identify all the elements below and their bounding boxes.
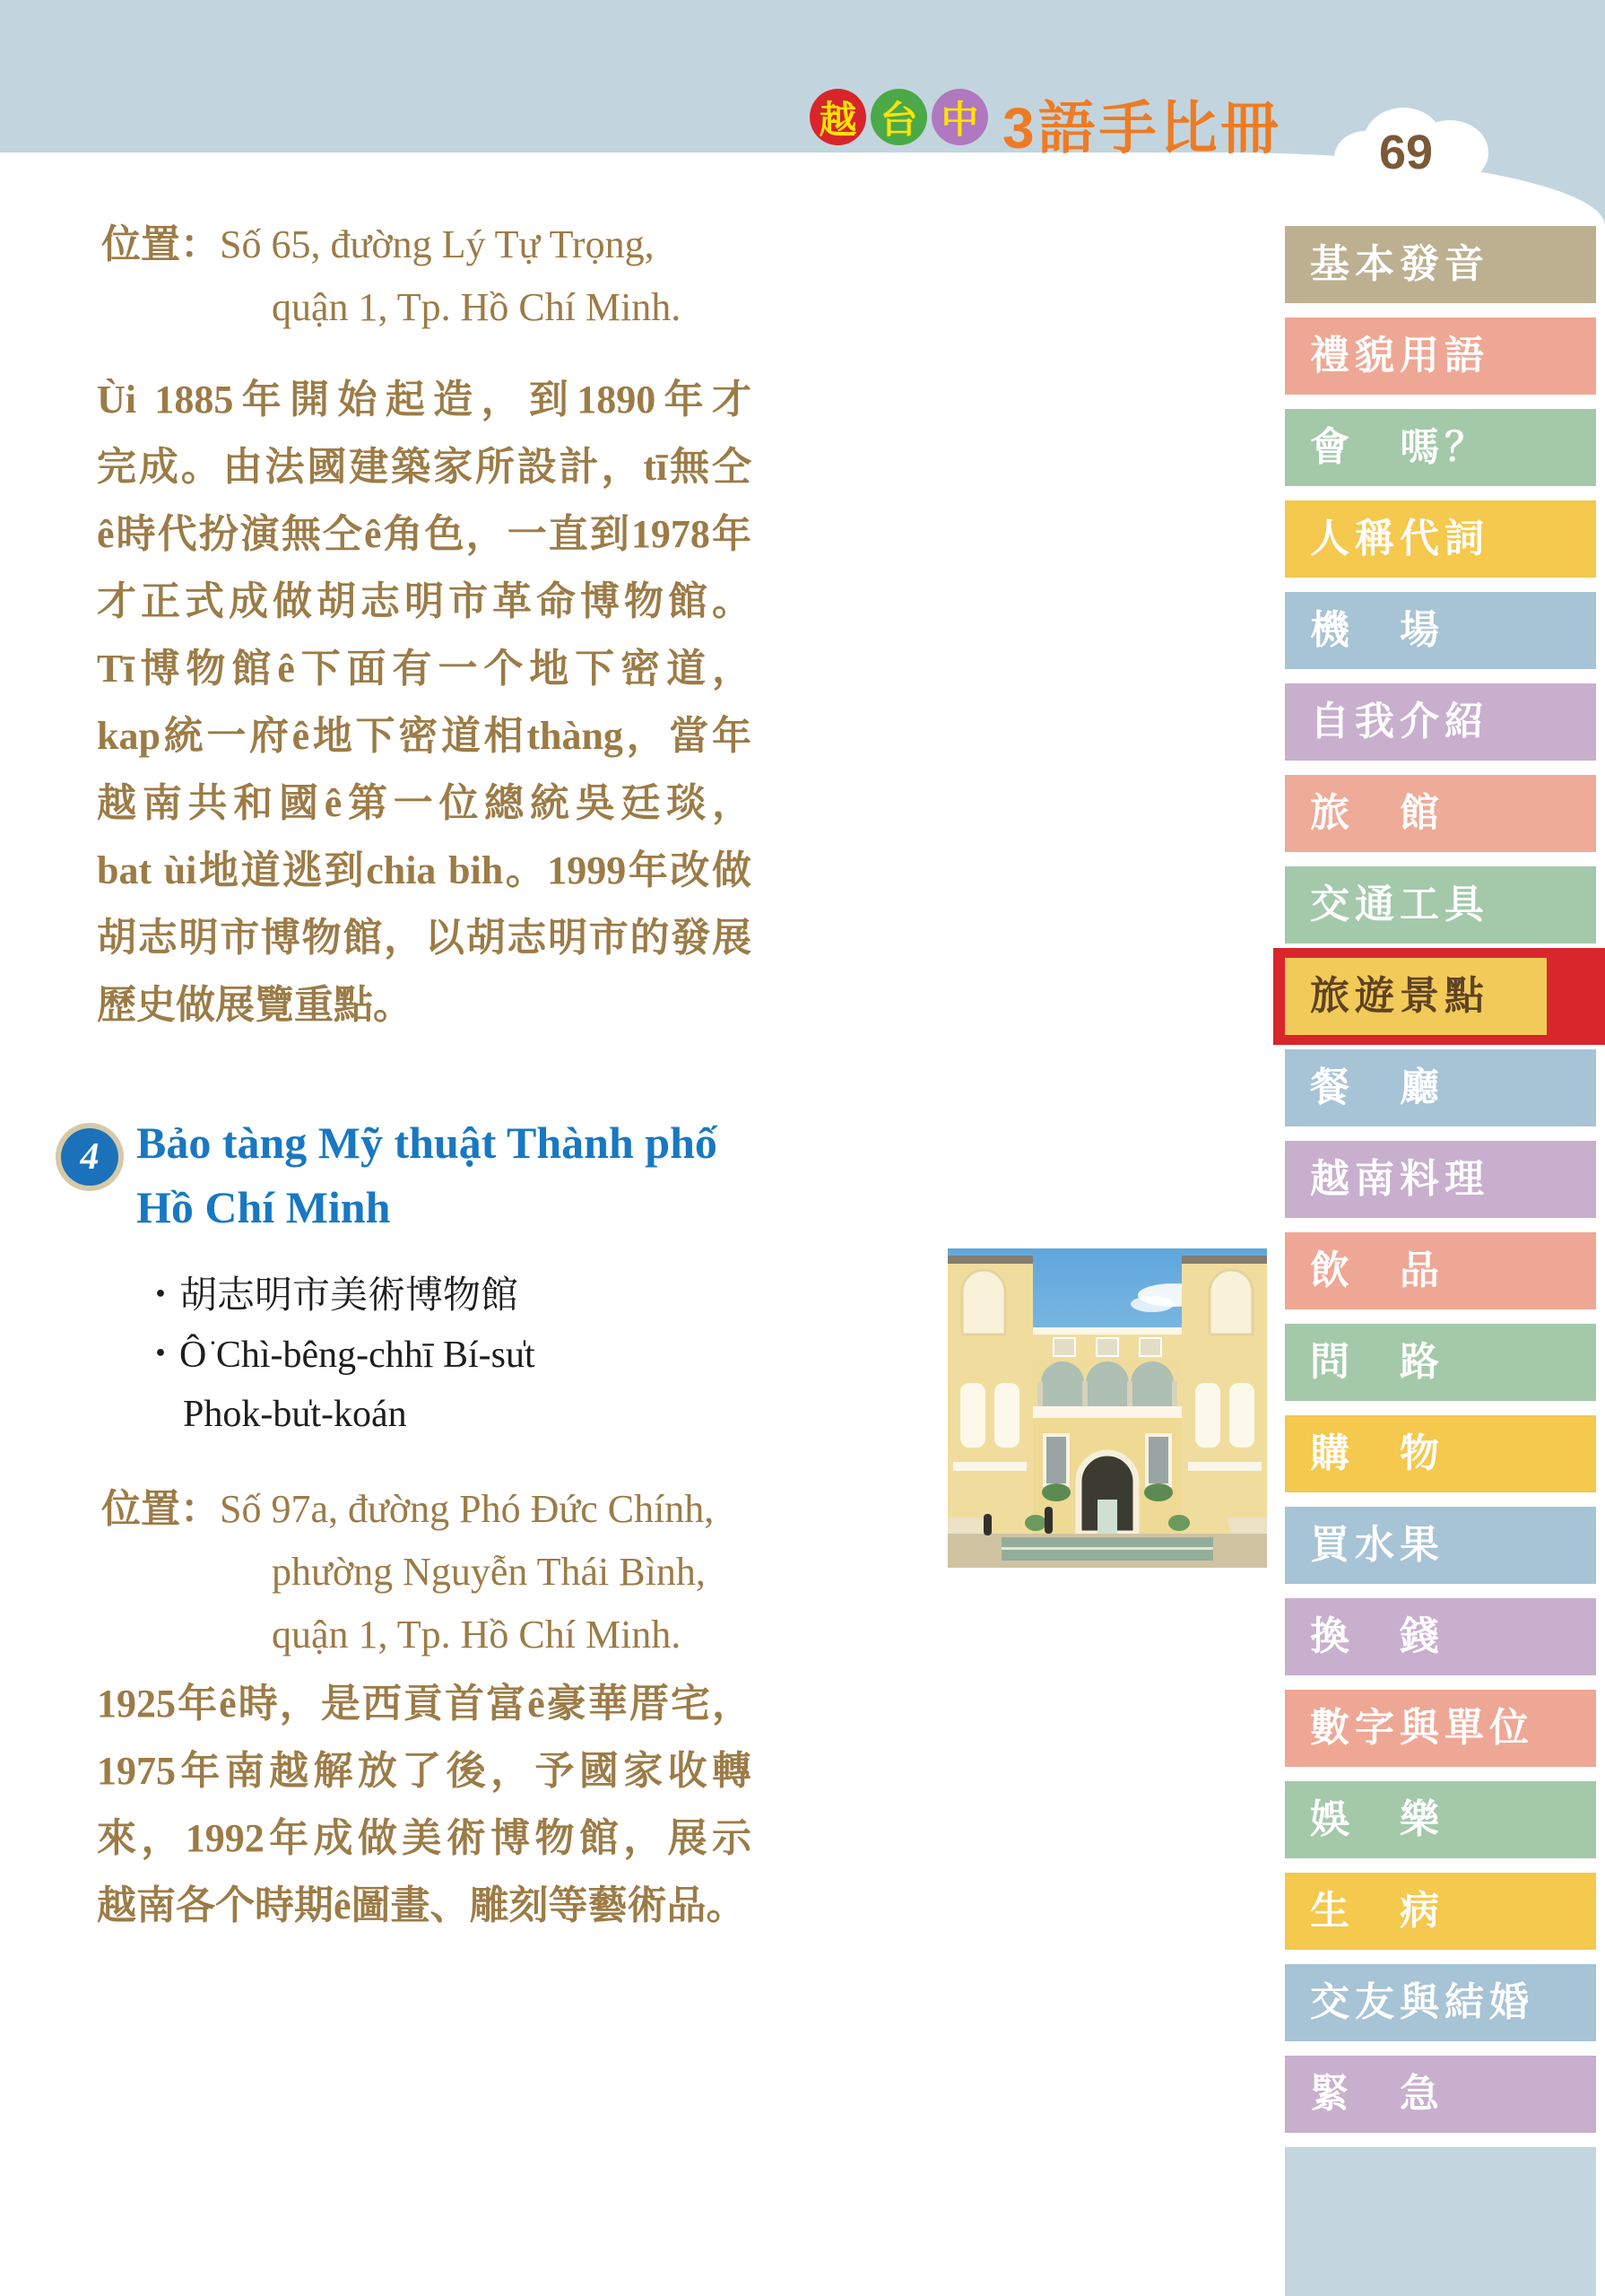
entry4-number: 4 (80, 1136, 100, 1178)
badge-mandarin (932, 89, 988, 145)
entry3-location (101, 213, 765, 339)
sidebar-tab-label: 買水果 (1310, 1523, 1444, 1567)
sidebar-tab-人稱代詞[interactable] (1285, 500, 1596, 578)
paragraph-line: 越南各个時期ê圖畫、雕刻等藝術品。 (97, 1883, 746, 1927)
sidebar-tab-餐 廳[interactable] (1285, 1049, 1596, 1126)
sidebar-tab-label: 交友與結婚 (1310, 1980, 1534, 2024)
page-number-cloud (1325, 97, 1505, 203)
paragraph-line: ê時代扮演無仝ê角色，一直到1978年 (97, 512, 751, 556)
sidebar-tab-飲 品[interactable] (1285, 1232, 1596, 1309)
paragraph-line: 1925年ê時，是西貢首富ê豪華厝宅， (97, 1682, 751, 1726)
sidebar-tab-blank (1285, 2147, 1596, 2296)
paragraph-line: 完成。由法國建築家所設計，tī無仝 (97, 445, 751, 489)
sidebar-tab-label: 基本發音 (1310, 242, 1489, 286)
entry4-paragraph (97, 1670, 751, 1939)
entry4-title (136, 1110, 764, 1239)
location-address-2: quận 1, Tp. Hồ Chí Minh. (272, 285, 681, 329)
sidebar-tab-label: 會 嗎？ (1310, 425, 1489, 469)
location-address-2: phường Nguyễn Thái Bình, (272, 1550, 706, 1594)
sidebar-tab-label (1285, 2147, 1596, 2296)
sidebar-tab-交友與結婚[interactable] (1285, 1964, 1596, 2041)
sidebar-tab-數字與單位[interactable] (1285, 1690, 1596, 1767)
sidebar-tab-label: 旅 館 (1310, 791, 1444, 835)
book-title: 3語手比冊 (1002, 96, 1282, 161)
sidebar-tab-基本發音[interactable] (1285, 226, 1596, 303)
sidebar-tab-label: 人稱代詞 (1310, 517, 1489, 561)
sidebar-tab-換 錢[interactable] (1285, 1598, 1596, 1675)
paragraph-line: 1975年南越解放了後，予國家收轉 (97, 1749, 751, 1793)
paragraph-line: 才正式成做胡志明市革命博物館。 (97, 579, 751, 623)
location-address-1: Số 65, đường Lý Tự Trọng, (220, 222, 655, 266)
entry4-number-badge (61, 1128, 118, 1186)
sidebar-tab-買水果[interactable] (1285, 1507, 1596, 1584)
location-label: 位置： (101, 222, 220, 266)
language-badges (810, 89, 988, 145)
entry4-chinese-name: ・胡志明市美術博物館 (142, 1275, 519, 1317)
entry4-names (142, 1266, 769, 1444)
paragraph-line: bat ùi地道逃到chia bih。1999年改做 (97, 848, 751, 892)
entry4-title-line-2: Hồ Chí Minh (136, 1182, 391, 1232)
sidebar-tab-旅遊景點[interactable] (1285, 958, 1596, 1035)
badge-vietnamese (810, 89, 866, 145)
sidebar-tab-娛 樂[interactable] (1285, 1781, 1596, 1858)
location-address-1: Số 97a, đường Phó Đức Chính, (220, 1487, 715, 1531)
page-number: 69 (1378, 126, 1434, 179)
sidebar-tab-機 場[interactable] (1285, 592, 1596, 669)
museum-photo-illustration (948, 1248, 1267, 1568)
paragraph-line: 越南共和國ê第一位總統吳廷琰， (97, 781, 751, 825)
sidebar-tab-緊 急[interactable] (1285, 2056, 1596, 2133)
sidebar-tab-label: 問 路 (1310, 1340, 1444, 1384)
sidebar-tab-label: 數字與單位 (1310, 1706, 1534, 1750)
sidebar-tab-label: 交通工具 (1310, 883, 1489, 926)
entry4-location (101, 1478, 765, 1666)
sidebar-tab-label: 換 錢 (1310, 1614, 1444, 1658)
sidebar-tab-label: 機 場 (1310, 608, 1444, 652)
paragraph-line: 來，1992年成做美術博物館，展示 (97, 1816, 751, 1860)
badge-vietnamese-label: 越 (819, 100, 857, 142)
sidebar-tab-禮貌用語[interactable] (1285, 317, 1596, 395)
paragraph-line: Tī博物館ê下面有一个地下密道， (97, 647, 751, 691)
paragraph-line: 歷史做展覽重點。 (97, 983, 412, 1027)
entry4-poj-name: ・Ô͘ Chì-bêng-chhī Bí-su̍t (142, 1335, 535, 1376)
section-tab-sidebar (1285, 226, 1596, 2296)
sidebar-tab-購 物[interactable] (1285, 1415, 1596, 1492)
sidebar-tab-label: 自我介紹 (1310, 700, 1489, 744)
badge-mandarin-label: 中 (941, 100, 979, 142)
location-label: 位置： (101, 1487, 220, 1531)
sidebar-tab-問 路[interactable] (1285, 1324, 1596, 1401)
location-address-3: quận 1, Tp. Hồ Chí Minh. (272, 1613, 681, 1657)
sidebar-tab-會 嗎？[interactable] (1285, 409, 1596, 486)
entry4-title-line-1: Bảo tàng Mỹ thuật Thành phố (136, 1118, 717, 1168)
sidebar-tab-label: 購 物 (1310, 1431, 1444, 1475)
entry4-poj-name-cont: Phok-bu̍t-koán (183, 1394, 407, 1435)
paragraph-line: Ùi 1885年開始起造，到1890年才 (97, 378, 751, 422)
sidebar-tab-label: 旅遊景點 (1310, 974, 1489, 1018)
paragraph-line: kap統一府ê地下密道相thàng，當年 (97, 714, 751, 758)
sidebar-tab-label: 生 病 (1310, 1889, 1444, 1933)
sidebar-tab-旅 館[interactable] (1285, 775, 1596, 852)
location-line (101, 1478, 765, 1541)
sidebar-tab-生 病[interactable] (1285, 1873, 1596, 1950)
paragraph-line: 胡志明市博物館，以胡志明市的發展 (97, 916, 751, 960)
sidebar-tab-label: 餐 廳 (1310, 1065, 1444, 1109)
badge-taiwanese-label: 台 (880, 100, 918, 142)
sidebar-tab-label: 飲 品 (1310, 1248, 1444, 1292)
sidebar-tab-label: 娛 樂 (1310, 1797, 1444, 1841)
sidebar-tab-自我介紹[interactable] (1285, 683, 1596, 761)
location-line (101, 213, 765, 276)
sidebar-tab-label: 禮貌用語 (1310, 334, 1489, 378)
badge-taiwanese (871, 89, 927, 145)
sidebar-tab-越南料理[interactable] (1285, 1141, 1596, 1218)
sidebar-tab-交通工具[interactable] (1285, 866, 1596, 944)
sidebar-tab-label: 越南料理 (1310, 1157, 1489, 1201)
sidebar-tab-label: 緊 急 (1310, 2072, 1444, 2116)
entry3-paragraph (97, 366, 751, 1039)
museum-photo (948, 1248, 1267, 1568)
